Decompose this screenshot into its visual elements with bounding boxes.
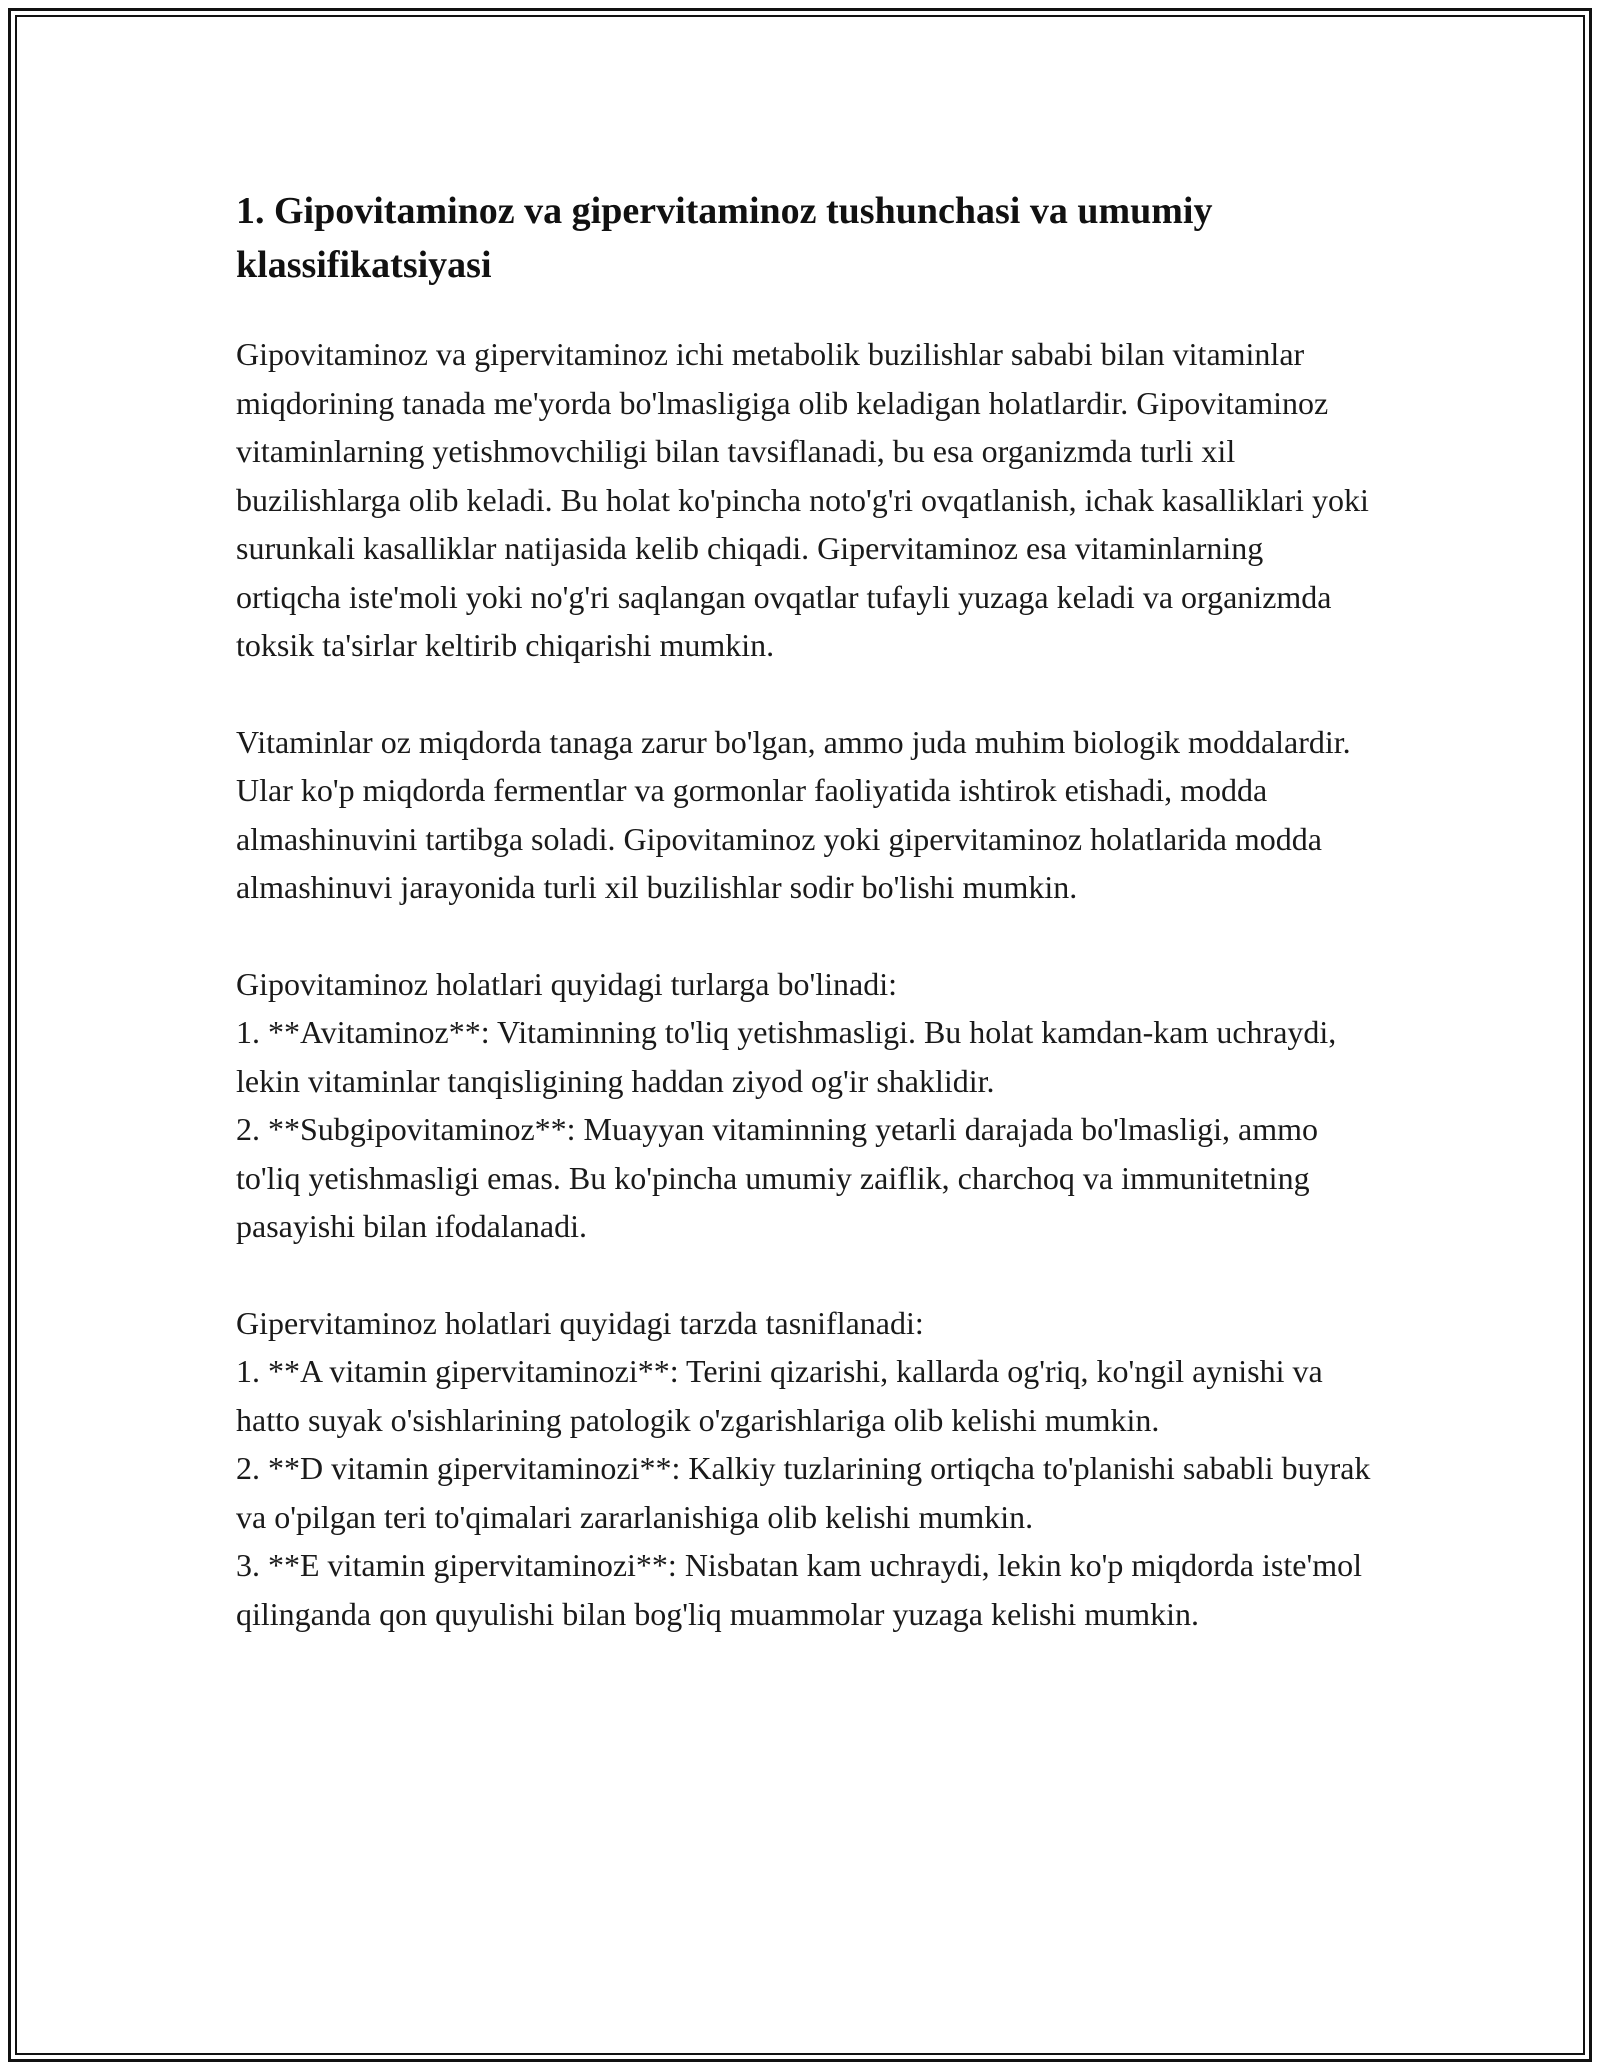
paragraph-vitamins: Vitaminlar oz miqdorda tanaga zarur bo'lgan, ammo juda muhim biologik moddalardir. Ular ko'p miqdorda fermentlar va gormonlar faoliyatida ishtirok etishadi, modda almashinuvini tartibga soladi. Gipovitaminoz yoki gipervitaminoz holatlarida modda almashinuvi jarayonida turli xil buzilishlar sodir bo'lishi mumkin. (236, 723, 1351, 905)
paragraph-hypovitaminosis-types: Gipovitaminoz holatlari quyidagi turlarga bo'linadi: 1. **Avitaminoz**: Vitaminning to'liq yetishmasligi. Bu holat kamdan-kam uchraydi, lekin vitaminlar tanqisligining haddan ziyod og'ir shaklidir. 2. **Subgipovitaminoz**: Muayyan vitaminning yetarli darajada bo'lmasligi, ammo to'liq yetishmasligi emas. Bu ko'pincha umumiy zaiflik, charchoq va immunitetning pasayishi bilan ifodalanadi. (236, 965, 1337, 1244)
paragraph-definition: Gipovitaminoz va gipervitaminoz ichi metabolik buzilishlar sababi bilan vitaminlar miqdorining tanada me'yorda bo'lmasligiga olib keladigan holatlardir. Gipovitaminoz vitaminlarning yetishmovchiligi bilan tavsiflanadi, bu esa organizmda turli xil buzilishlarga olib keladi. Bu holat ko'pincha noto'g'ri ovqatlanish, ichak kasalliklari yoki surunkali kasalliklar natijasida kelib chiqadi. Gipervitaminoz esa vitaminlarning ortiqcha iste'moli yoki no'g'ri saqlangan ovqatlar tufayli yuzaga keladi va organizmda toksik ta'sirlar keltirib chiqarishi mumkin. (236, 336, 1369, 663)
document-title: 1. Gipovitaminoz va gipervitaminoz tushunchasi va umumiy klassifikatsiyasi (236, 190, 1213, 286)
document-body (236, 184, 1376, 1686)
paragraph-hypervitaminosis-types: Gipervitaminoz holatlari quyidagi tarzda tasniflanadi: 1. **A vitamin gipervitaminozi**: Terini qizarishi, kallarda og'riq, ko'ngil aynishi va hatto suyak o'sishlarining patologik o'zgarishlariga olib kelishi mumkin. 2. **D vitamin gipervitaminozi**: Kalkiy tuzlarining ortiqcha to'planishi sababli buyrak va o'pilgan teri to'qimalari zararlanishiga olib kelishi mumkin. 3. **E vitamin gipervitaminozi**: Nisbatan kam uchraydi, lekin ko'p miqdorda iste'mol qilinganda qon quyulishi bilan bog'liq muammolar yuzaga kelishi mumkin. (236, 1304, 1371, 1632)
